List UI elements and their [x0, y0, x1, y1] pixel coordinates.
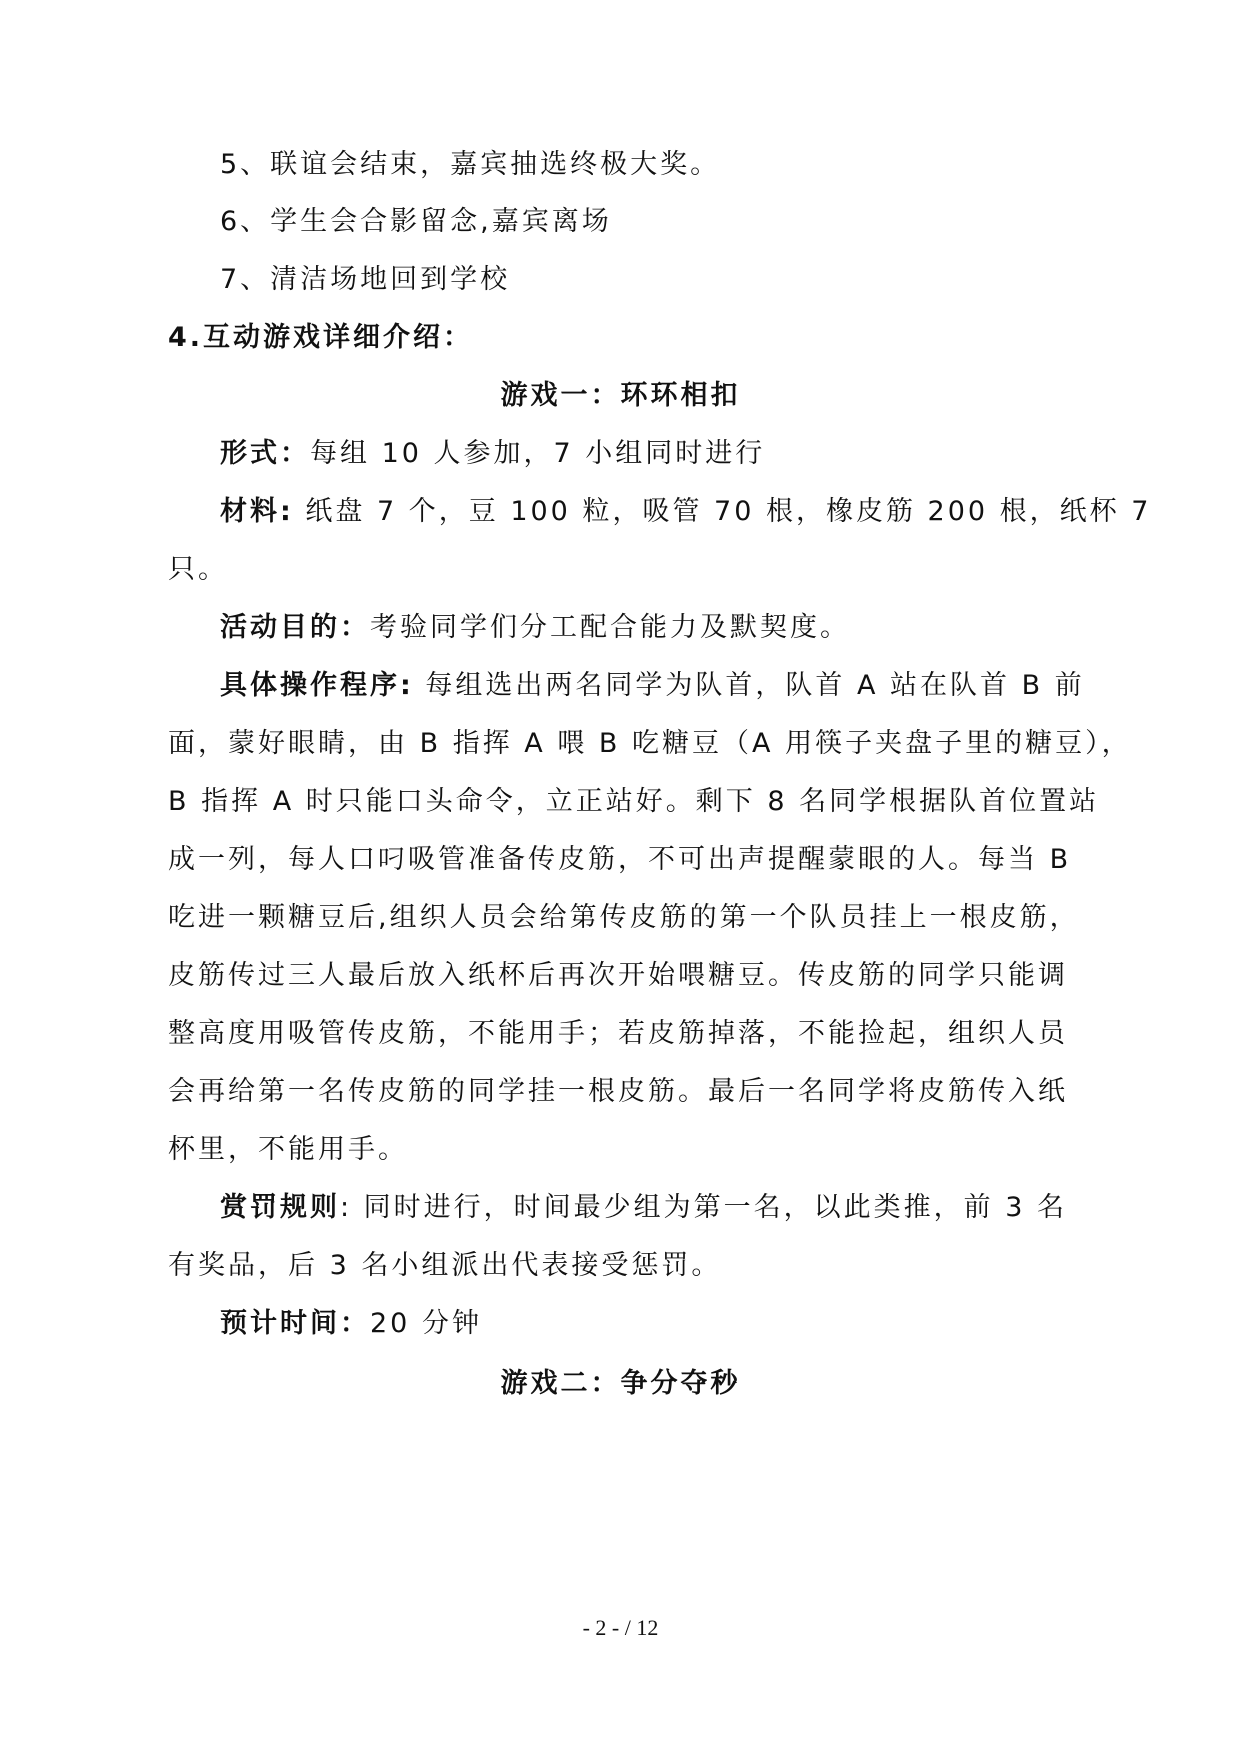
procedure-line: 杯里，不能用手。	[168, 1134, 408, 1165]
game1-materials	[220, 492, 1151, 532]
procedure-label: 具体操作程序:	[220, 670, 414, 701]
materials-text: 纸盘 7 个，豆 100 粒，吸管 70 根，橡皮筋 200 根，纸杯 7	[293, 496, 1152, 527]
schedule-item-6: 6、学生会合影留念,嘉宾离场	[220, 206, 612, 237]
procedure-line: 皮筋传过三人最后放入纸杯后再次开始喂糖豆。传皮筋的同学只能调	[168, 960, 1068, 991]
purpose-label: 活动目的：	[220, 612, 370, 643]
page-number: - 2 - / 12	[582, 1615, 659, 1640]
schedule-item-7: 7、清洁场地回到学校	[220, 264, 511, 295]
game1-form	[220, 434, 765, 474]
form-text: 每组 10 人参加，7 小组同时进行	[310, 438, 766, 469]
game1-title: 游戏一：环环相扣	[500, 380, 741, 411]
procedure-line: B 指挥 A 时只能口头命令，立正站好。剩下 8 名同学根据队首位置站	[168, 786, 1100, 817]
materials-label: 材料:	[220, 496, 294, 527]
reward-text-cont: 有奖品，后 3 名小组派出代表接受惩罚。	[168, 1250, 722, 1281]
schedule-item-5: 5、联谊会结束，嘉宾抽选终极大奖。	[220, 149, 721, 180]
procedure-line: 整高度用吸管传皮筋，不能用手；若皮筋掉落，不能捡起，组织人员	[168, 1018, 1068, 1049]
game1-time	[220, 1304, 482, 1344]
section-heading: 4.互动游戏详细介绍：	[168, 322, 474, 353]
procedure-line: 成一列，每人口叼吸管准备传皮筋，不可出声提醒蒙眼的人。每当 B	[168, 844, 1072, 875]
procedure-line: 会再给第一名传皮筋的同学挂一根皮筋。最后一名同学将皮筋传入纸	[168, 1076, 1068, 1107]
game1-purpose	[220, 608, 850, 648]
procedure-line: 每组选出两名同学为队首，队首 A 站在队首 B 前	[413, 670, 1085, 701]
game1-reward	[220, 1188, 1067, 1228]
reward-text: : 同时进行，时间最少组为第一名，以此类推，前 3 名	[340, 1192, 1068, 1223]
procedure-line: 吃进一颗糖豆后,组织人员会给第传皮筋的第一个队员挂上一根皮筋，	[168, 902, 1080, 933]
time-label: 预计时间：	[220, 1308, 370, 1339]
materials-text-cont: 只。	[168, 554, 228, 585]
game1-procedure	[220, 666, 1085, 706]
reward-label: 赏罚规则	[220, 1192, 340, 1223]
procedure-line: 面，蒙好眼睛，由 B 指挥 A 喂 B 吃糖豆（A 用筷子夹盘子里的糖豆），	[168, 728, 1132, 759]
time-text: 20 分钟	[370, 1308, 482, 1339]
form-label: 形式：	[220, 438, 310, 469]
purpose-text: 考验同学们分工配合能力及默契度。	[370, 612, 850, 643]
game2-title: 游戏二：争分夺秒	[500, 1368, 741, 1399]
